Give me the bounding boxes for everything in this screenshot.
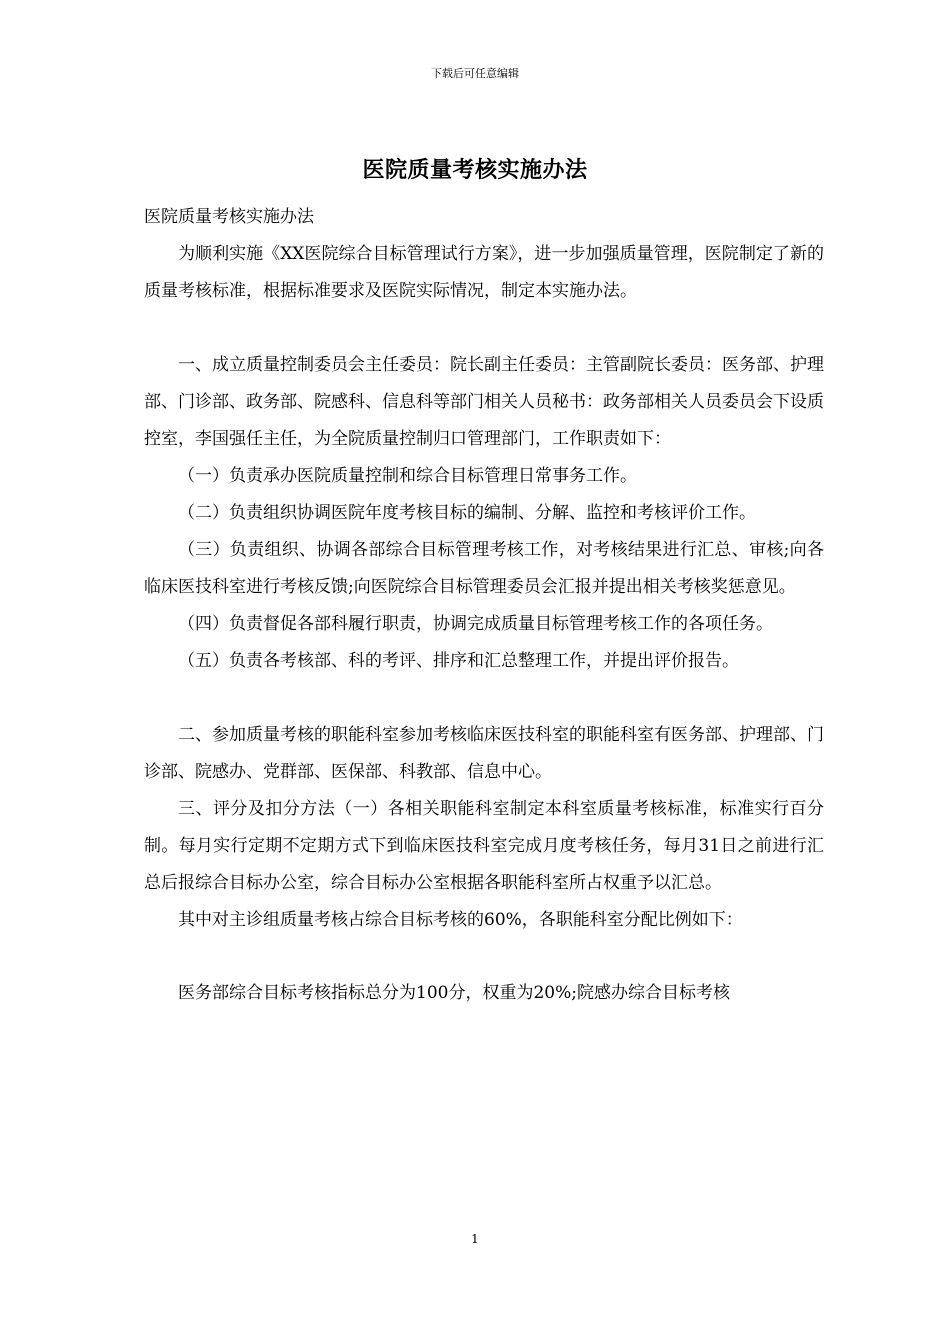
section-1-paragraph: 一、成立质量控制委员会主任委员：院长副主任委员：主管副院长委员：医务部、护理部、门诊部、政务部、院感科、信息科等部门相关人员秘书：政务部相关人员委员会下设质控室，李国强任主任，为全院质量控制归口管理部门，工作职责如下： xyxy=(144,355,824,449)
ratio-paragraph: 其中对主诊组质量考核占综合目标考核的60%，各职能科室分配比例如下： xyxy=(178,910,743,930)
document-body xyxy=(144,199,824,1012)
duty-item-5: （五）负责各考核部、科的考评、排序和汇总整理工作，并提出评价报告。 xyxy=(178,651,739,671)
blank-line xyxy=(144,939,824,975)
intro-paragraph: 为顺利实施《XX医院综合目标管理试行方案》，进一步加强质量管理，医院制定了新的质量考核标准，根据标准要求及医院实际情况，制定本实施办法。 xyxy=(144,244,824,301)
section-3-paragraph: 三、评分及扣分方法（一）各相关职能科室制定本科室质量考核标准，标准实行百分制。每月实行定期不定期方式下到临床医技科室完成月度考核任务，每月31日之前进行汇总后报综合目标办公室，综合目标办公室根据各职能科室所占权重予以汇总。 xyxy=(144,799,824,893)
subtitle-line: 医院质量考核实施办法 xyxy=(144,207,314,227)
duty-item-4: （四）负责督促各部科履行职责，协调完成质量目标管理考核工作的各项任务。 xyxy=(178,614,773,634)
section-2-paragraph: 二、参加质量考核的职能科室参加考核临床医技科室的职能科室有医务部、护理部、门诊部、院感办、党群部、医保部、科教部、信息中心。 xyxy=(144,725,824,782)
blank-line xyxy=(144,310,824,347)
weights-paragraph: 医务部综合目标考核指标总分为100分，权重为20%;院感办综合目标考核 xyxy=(178,983,730,1003)
duty-item-3: （三）负责组织、协调各部综合目标管理考核工作，对考核结果进行汇总、审核;向各临床医技科室进行考核反馈;向医院综合目标管理委员会汇报并提出相关考核奖惩意见。 xyxy=(144,540,824,597)
duty-item-2: （二）负责组织协调医院年度考核目标的编制、分解、监控和考核评价工作。 xyxy=(178,503,756,523)
document-title: 医院质量考核实施办法 xyxy=(362,157,588,183)
duty-item-1: （一）负责承办医院质量控制和综合目标管理日常事务工作。 xyxy=(178,466,637,486)
blank-line xyxy=(144,680,824,717)
header-note: 下载后可任意编辑 xyxy=(431,67,519,80)
page-number: 1 xyxy=(471,1232,479,1246)
